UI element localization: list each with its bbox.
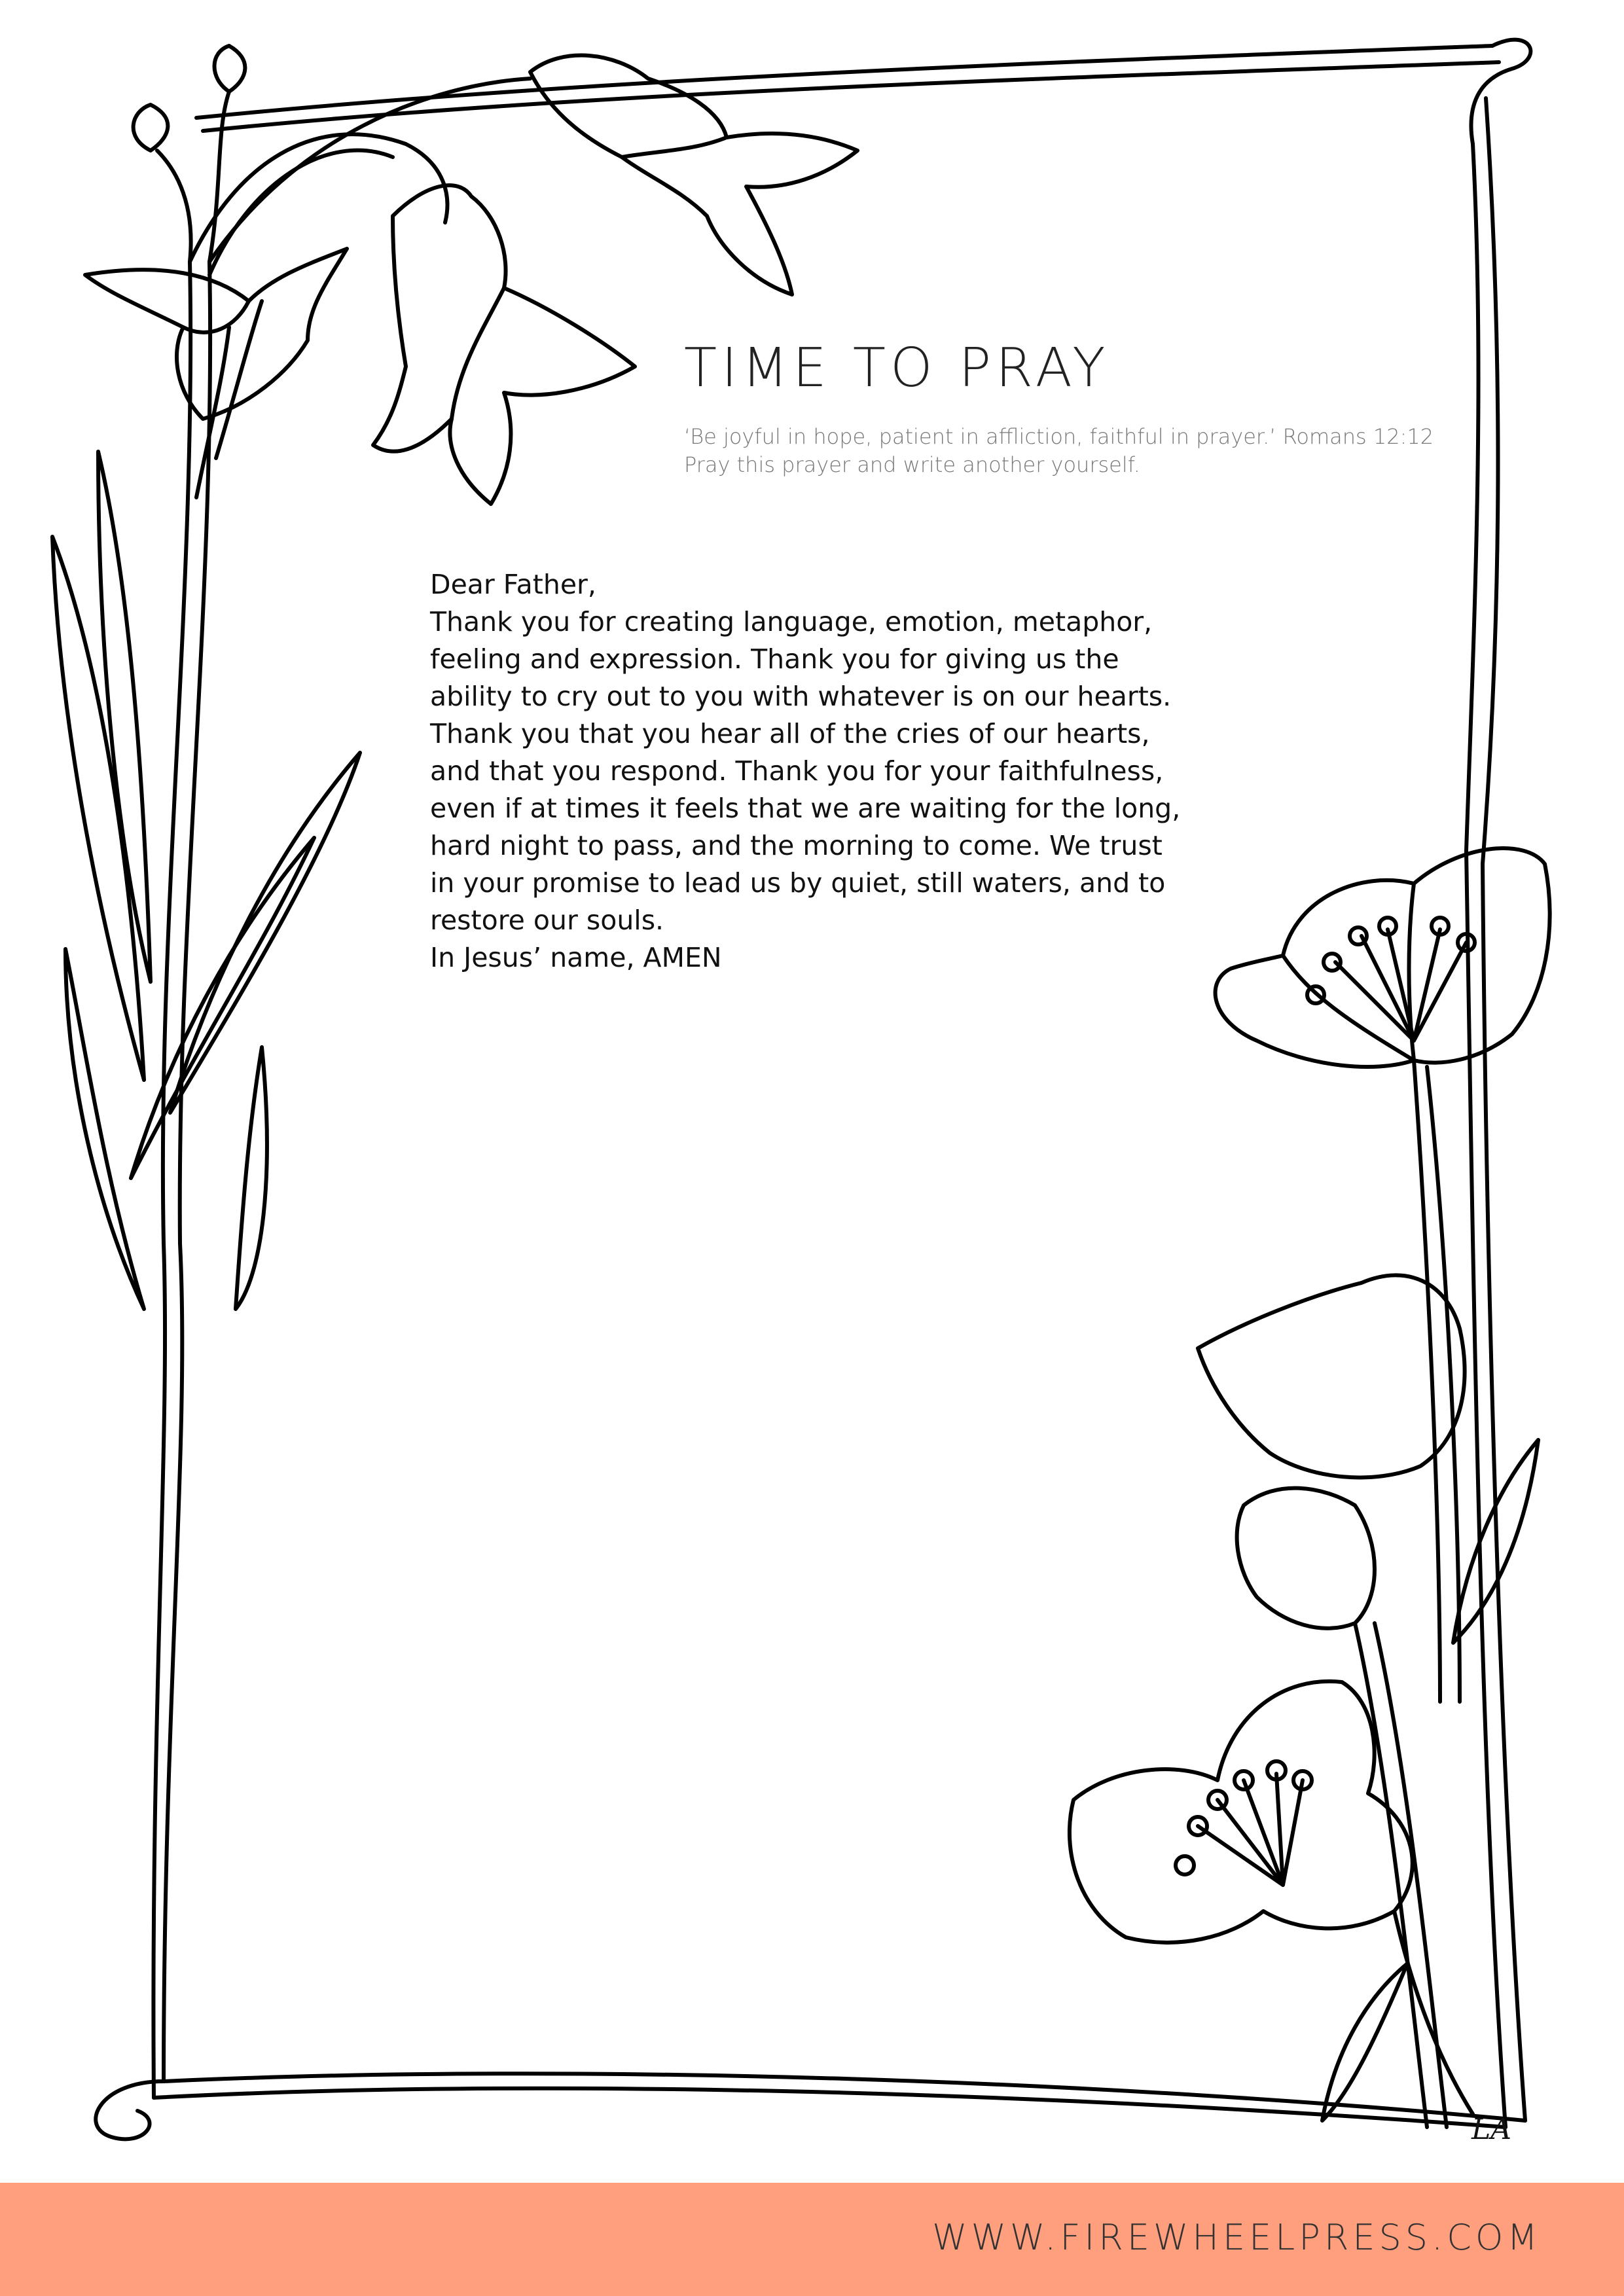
prayer-line: in your promise to lead us by quiet, still waters, and to <box>430 867 1166 899</box>
prayer-line: Thank you for creating language, emotion, metaphor, <box>430 606 1153 637</box>
anemone-bottom-right <box>1070 1275 1538 2127</box>
prayer-line: and that you respond. Thank you for your faithfulness, <box>430 755 1164 787</box>
prayer-line: hard night to pass, and the morning to come. We trust <box>430 830 1163 861</box>
footer-bar <box>0 2183 1624 2296</box>
prayer-line: Thank you that you hear all of the cries of our hearts, <box>430 718 1150 749</box>
prayer-text <box>430 566 1216 977</box>
prayer-line: even if at times it feels that we are waiting for the long, <box>430 793 1181 824</box>
verse-block <box>684 423 1470 479</box>
verse-line: ‘Be joyful in hope, patient in affliction, faithful in prayer.’ Romans 12:12 <box>684 424 1434 449</box>
prayer-line: In Jesus’ name, AMEN <box>430 942 722 973</box>
website-link[interactable]: WWW.FIREWHEELPRESS.COM <box>932 2217 1542 2258</box>
prayer-line: ability to cry out to you with whatever is on our hearts. <box>430 681 1172 712</box>
verse-instruction-line: Pray this prayer and write another yourself. <box>684 452 1140 477</box>
prayer-line: feeling and expression. Thank you for giving us the <box>430 643 1119 675</box>
artist-signature: LA <box>1471 2113 1511 2146</box>
prayer-line: Dear Father, <box>430 569 596 600</box>
page-title: TIME TO PRAY <box>684 337 1110 399</box>
prayer-line: restore our souls. <box>430 905 664 936</box>
